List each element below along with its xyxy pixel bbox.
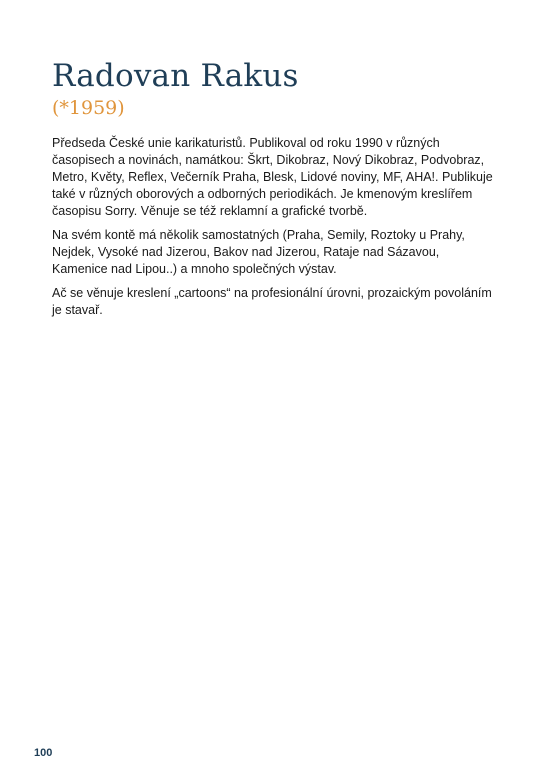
bio-paragraph: Předseda České unie karikaturistů. Publikoval od roku 1990 v různých časopisech a novinách, namátkou: Škrt, Dikobraz, Nový Dikobraz, Podvobraz, Metro, Květy, Reflex, Večerník Praha, Blesk, Lidové noviny, MF, AHA!. Publikuje také v různých oborových a odborných periodikách. Je kmenovým kreslířem časopisu Sorry. Věnuje se též reklamní a grafické tvorbě. [52,136,493,218]
birth-year: (*1959) [52,97,125,119]
bio-paragraph: Na svém kontě má několik samostatných (Praha, Semily, Roztoky u Prahy, Nejdek, Vysoké nad Jizerou, Bakov nad Jizerou, Rataje nad Sázavou, Kamenice nad Lipou..) a mnoho společných výstav. [52,228,465,276]
page-number: 100 [34,747,53,759]
artist-name: Radovan Rakus [52,58,299,94]
biography [52,135,498,326]
bio-paragraph: Ač se věnuje kreslení „cartoons“ na profesionální úrovni, prozaickým povoláním je stavař. [52,286,492,317]
